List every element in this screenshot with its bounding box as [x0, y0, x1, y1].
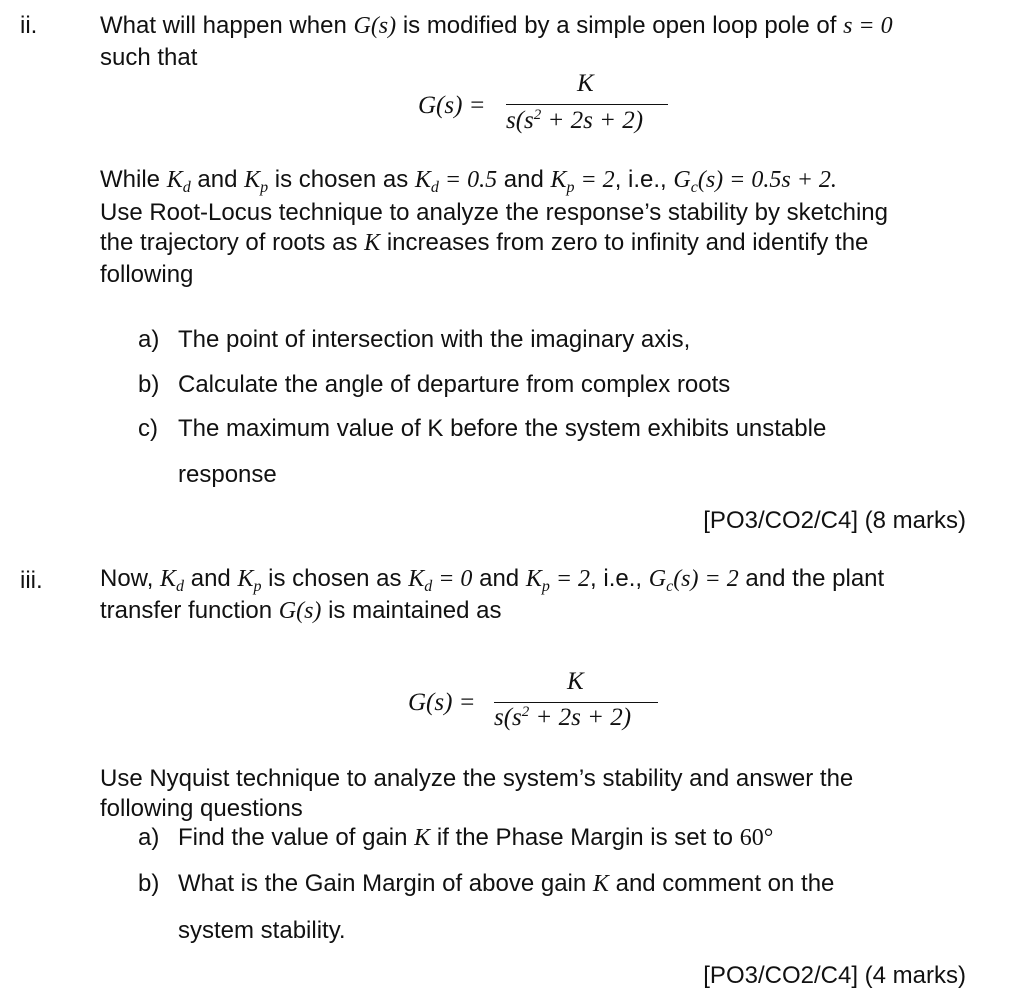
- list-item: Find the value of gain K if the Phase Margin is set to 60°: [178, 824, 774, 851]
- list-item: Calculate the angle of departure from complex roots: [178, 371, 731, 398]
- equation-numerator: K: [567, 668, 584, 695]
- question-iii-line2: transfer function G(s) is maintained as: [100, 597, 502, 624]
- list-item-label: b): [138, 371, 160, 398]
- list-item-label: b): [138, 870, 160, 897]
- body-line-3: the trajectory of roots as K increases from zero to infinity and identify the: [100, 229, 869, 256]
- nyquist-line-1: Use Nyquist technique to analyze the system’s stability and answer the: [100, 765, 854, 792]
- body-line-2: Use Root-Locus technique to analyze the response’s stability by sketching: [100, 199, 889, 226]
- marks-label: [PO3/CO2/C4] (4 marks): [703, 962, 966, 989]
- gain-sentence: While $K_d$ and $K_p$ is chosen as $K_d = 0.5$ and $K_p = 2$, i.e., $G_c(s) = 0.5s + 2$.: [100, 166, 837, 196]
- equation-lhs: G(s) =: [408, 689, 476, 716]
- body-line-4: following: [100, 261, 194, 288]
- question-iii-numeral: iii.: [20, 567, 43, 594]
- question-iii-line1: Now, $K_d$ and $K_p$ is chosen as $K_d = 0$ and $K_p = 2$, i.e., $G_c(s) = 2$ and the plant: [100, 565, 885, 595]
- list-item-label: c): [138, 415, 158, 442]
- question-ii-intro-line2: such that: [100, 44, 198, 71]
- list-item: What is the Gain Margin of above gain K and comment on the: [178, 870, 835, 897]
- equation-numerator: K: [577, 70, 594, 97]
- list-item-continued: system stability.: [178, 917, 346, 944]
- list-item-label: a): [138, 326, 160, 353]
- nyquist-line-2: following questions: [100, 795, 303, 822]
- list-item-label: a): [138, 824, 160, 851]
- question-ii-intro: What will happen when G(s) is modified by a simple open loop pole of s = 0: [100, 12, 893, 39]
- equation-denominator: $s(s^2 + 2s + 2)$: [494, 704, 632, 731]
- equation-denominator: $s(s^2 + 2s + 2)$: [506, 107, 644, 134]
- question-ii-numeral: ii.: [20, 12, 38, 39]
- marks-label: [PO3/CO2/C4] (8 marks): [703, 507, 966, 534]
- list-item-continued: response: [178, 461, 277, 488]
- list-item: The point of intersection with the imaginary axis,: [178, 326, 691, 353]
- fraction-bar: [506, 104, 668, 105]
- equation-lhs: G(s) =: [418, 92, 486, 119]
- fraction-bar: [494, 702, 658, 703]
- list-item: The maximum value of K before the system exhibits unstable: [178, 415, 827, 442]
